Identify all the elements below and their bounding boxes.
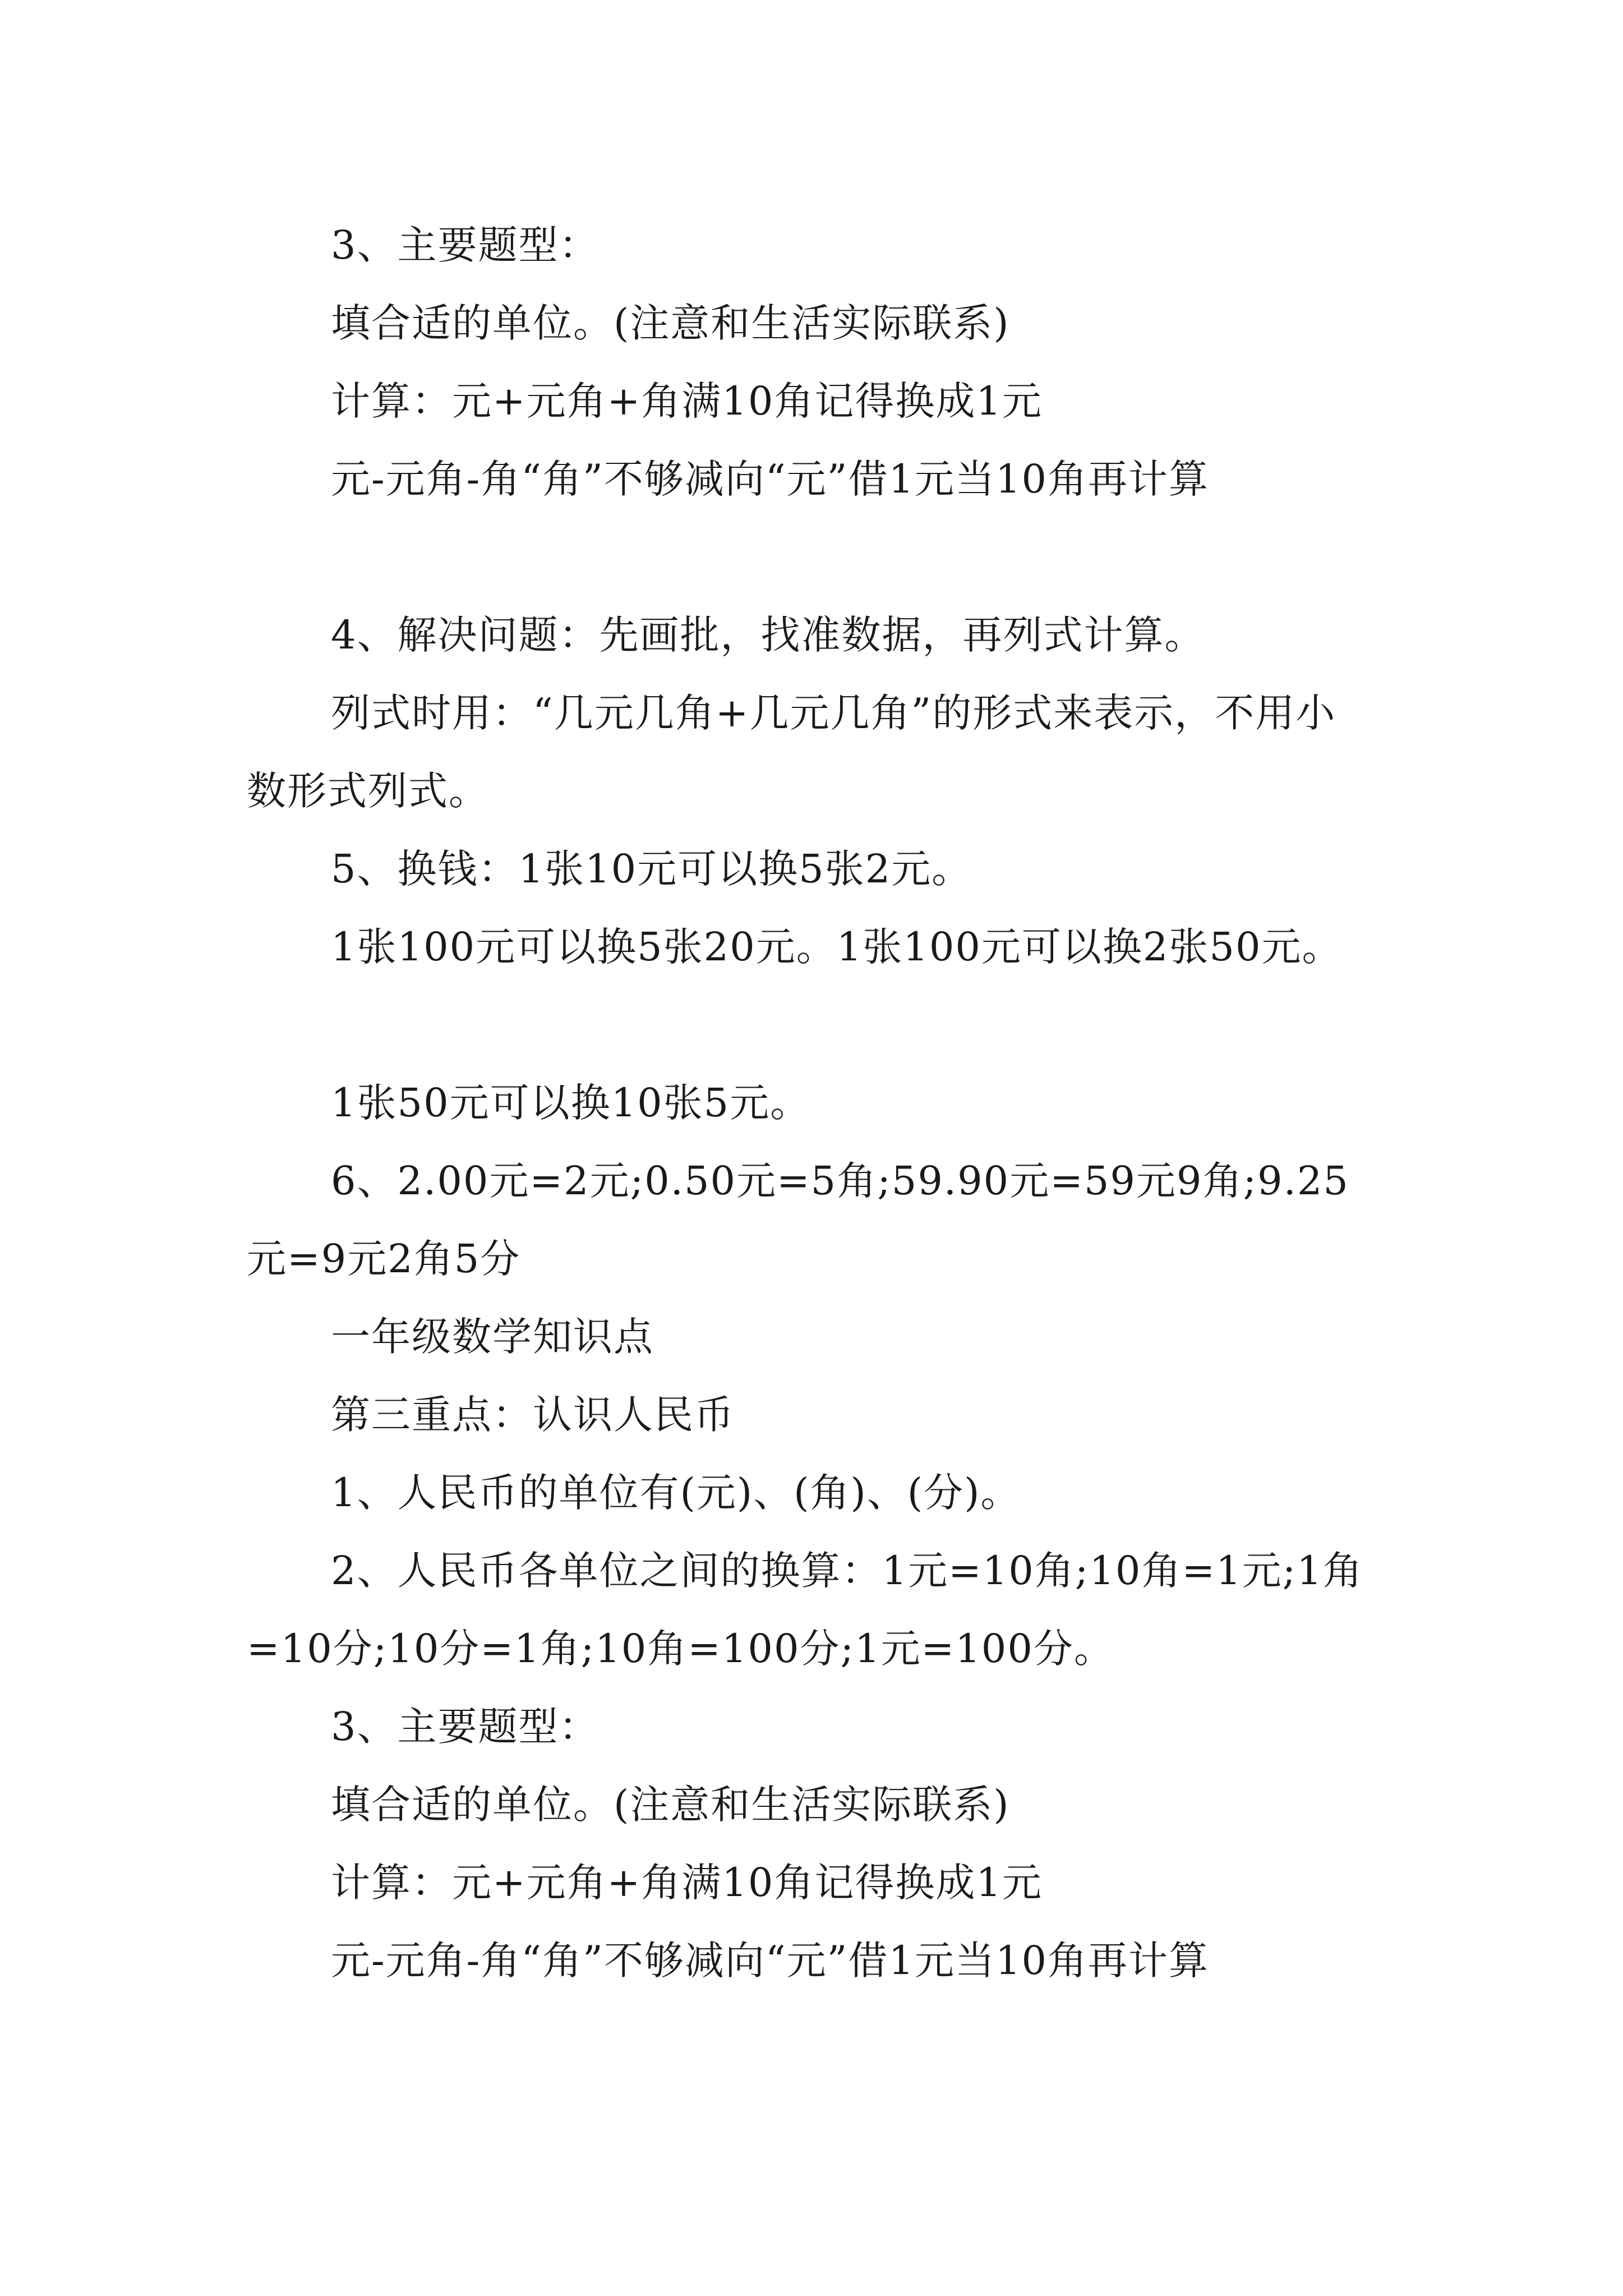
section-heading: 一年级数学知识点 [331,1314,654,1360]
paragraph: 1、人民币的单位有(元)、(角)、(分)。 [331,1470,1021,1516]
paragraph: 填合适的单位。(注意和生活实际联系) [331,1782,1010,1828]
paragraph: 3、主要题型： [331,222,600,268]
paragraph: 计算：元+元角+角满10角记得换成1元 [331,1860,1043,1906]
paragraph: 计算：元+元角+角满10角记得换成1元 [331,378,1043,424]
paragraph: 列式时用：“几元几角+几元几角”的形式来表示，不用小数形式列式。 [247,690,1336,814]
section-subheading: 第三重点：认识人民币 [331,1392,735,1438]
paragraph: 元-元角-角“角”不够减向“元”借1元当10角再计算 [331,456,1210,502]
paragraph: 4、解决问题：先画批，找准数据，再列式计算。 [331,612,1205,658]
paragraph: 5、换钱：1张10元可以换5张2元。 [331,846,972,892]
paragraph: 1张50元可以换10张5元。 [331,1080,811,1126]
paragraph: 2、人民币各单位之间的换算：1元=10角;10角=1元;1角=10分;10分=1角;10角=100分;1元=100分。 [247,1548,1363,1672]
paragraph: 元-元角-角“角”不够减向“元”借1元当10角再计算 [331,1938,1210,1984]
paragraph: 6、2.00元=2元;0.50元=5角;59.90元=59元9角;9.25元=9元2角5分 [247,1158,1349,1282]
paragraph: 3、主要题型： [331,1704,600,1750]
paragraph: 填合适的单位。(注意和生活实际联系) [331,300,1010,346]
paragraph: 1张100元可以换5张20元。1张100元可以换2张50元。 [331,924,1343,970]
